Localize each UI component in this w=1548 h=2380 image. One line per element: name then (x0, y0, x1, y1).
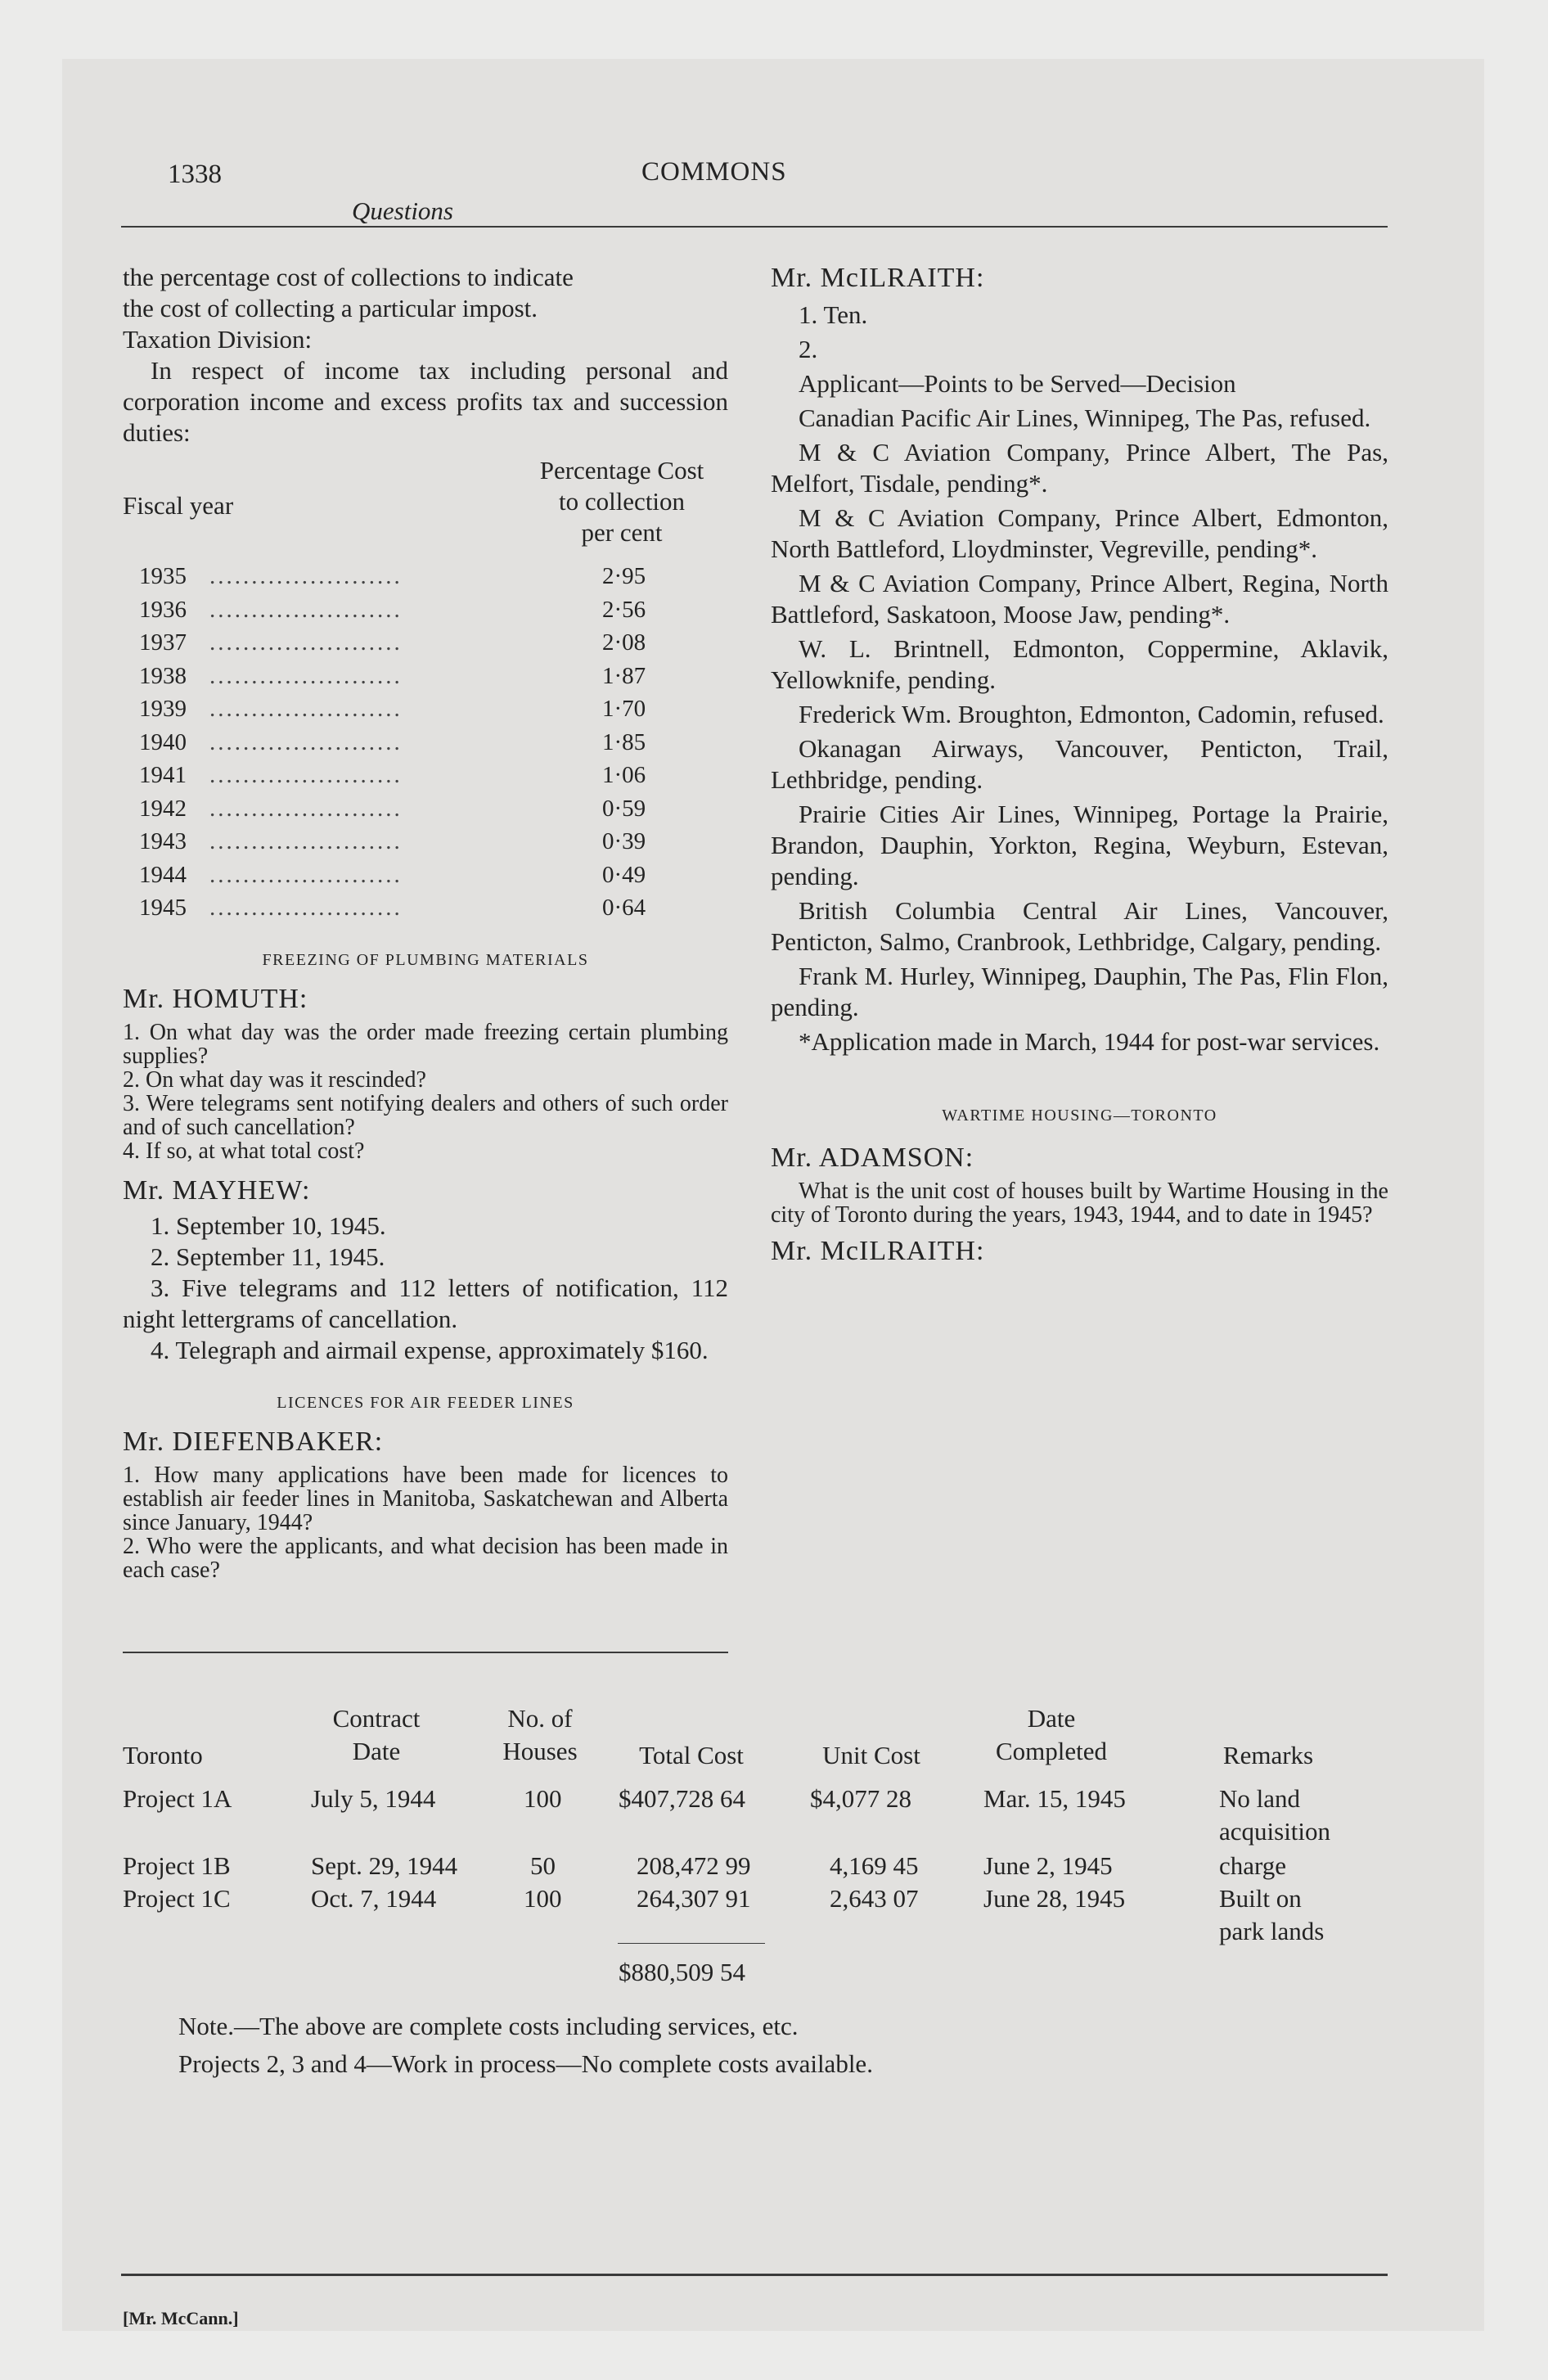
cell-total-cost: $407,728 64 (619, 1784, 745, 1813)
cell-project: Project 1C (123, 1884, 231, 1913)
remark-line: acquisition (1219, 1817, 1331, 1846)
left-column (123, 262, 728, 1582)
cell-total-cost: 264,307 91 (637, 1884, 751, 1913)
leader-dots: ....................... (209, 828, 403, 854)
fiscal-year: 1944 (139, 861, 187, 888)
cell-unit-cost: $4,077 28 (810, 1784, 911, 1813)
footer-attribution: [Mr. McCann.] (123, 2308, 239, 2328)
percentage-value: 0·49 (602, 861, 646, 888)
header-houses (483, 1702, 597, 1768)
header-line: Date (1027, 1704, 1076, 1733)
grand-total: $880,509 54 (619, 1958, 745, 1986)
intro-line-2: the cost of collecting a particular impost. (123, 294, 538, 322)
percentage-value: 1·70 (602, 696, 646, 722)
fiscal-year: 1938 (139, 662, 187, 689)
fiscal-year: 1939 (139, 696, 187, 722)
header-date-completed (974, 1702, 1129, 1768)
question-item: 1. How many applications have been made for licences to establish air feeder lines in Manitoba, Saskatchewan and Alberta since January, 1944? (123, 1462, 728, 1535)
header-toronto: Toronto (123, 1741, 203, 1769)
cell-houses: 100 (524, 1884, 562, 1913)
leader-dots: ....................... (209, 696, 403, 722)
question-item: 4. If so, at what total cost? (123, 1138, 365, 1164)
percentage-value: 2·08 (602, 629, 646, 656)
percentage-value: 1·85 (602, 728, 646, 755)
percentage-table (123, 563, 728, 928)
applicant-entry: M & C Aviation Company, Prince Albert, Regina, North Battleford, Saskatoon, Moose Jaw, pending*. (771, 569, 1388, 629)
fiscal-year-header: Fiscal year (123, 491, 234, 520)
pct-header-line-2: to collection (558, 487, 686, 516)
percentage-value: 1·06 (602, 762, 646, 788)
header-line: Contract (332, 1704, 421, 1733)
leader-dots: ....................... (209, 563, 403, 589)
question-text: What is the unit cost of houses built by Wartime Housing in the city of Toronto during the years, 1943, 1944, and to date in 1945? (771, 1179, 1388, 1228)
cell-project: Project 1A (123, 1784, 232, 1813)
fiscal-year: 1940 (139, 728, 187, 755)
percentage-value: 1·87 (602, 662, 646, 689)
answer-item: 2. (799, 335, 818, 363)
applicant-entry: M & C Aviation Company, Prince Albert, The Pas, Melfort, Tisdale, pending*. (771, 438, 1388, 498)
table-row (123, 895, 728, 928)
applicant-entry: British Columbia Central Air Lines, Vancouver, Penticton, Salmo, Cranbrook, Lethbridge, Calgary, pending. (771, 896, 1388, 956)
applicant-entry: W. L. Brintnell, Edmonton, Coppermine, Aklavik, Yellowknife, pending. (771, 634, 1388, 694)
section-subtitle: Questions (352, 196, 453, 225)
table-row (123, 796, 728, 829)
footer-rule (121, 2274, 1388, 2276)
cell-houses: 50 (530, 1851, 556, 1880)
percentage-value: 2·95 (602, 563, 646, 589)
question-item: 2. On what day was it rescinded? (123, 1066, 426, 1093)
header-rule (121, 226, 1388, 228)
percentage-table-header (123, 449, 728, 563)
applicant-heading: Applicant—Points to be Served—Decision (799, 369, 1236, 398)
cell-contract-date: Sept. 29, 1944 (311, 1851, 458, 1880)
speaker-mcilraith: Mr. McILRAITH: (771, 1236, 985, 1266)
table-row (123, 729, 728, 763)
header-unit-cost: Unit Cost (822, 1741, 920, 1769)
income-tax-paragraph: In respect of income tax including personal and corporation income and excess profits tax and succession duties: (123, 356, 728, 447)
cell-date-completed: June 28, 1945 (983, 1884, 1126, 1913)
answer-item: 2. September 11, 1945. (151, 1242, 385, 1271)
answer-item: 4. Telegraph and airmail expense, approximately $160. (151, 1335, 709, 1364)
table-row (123, 828, 728, 862)
table-row (123, 563, 728, 597)
section-heading-freezing: FREEZING OF PLUMBING MATERIALS (262, 950, 589, 969)
leader-dots: ....................... (209, 895, 403, 921)
leader-dots: ....................... (209, 662, 403, 689)
cell-contract-date: July 5, 1944 (311, 1784, 436, 1813)
header-remarks: Remarks (1222, 1741, 1314, 1769)
section-heading-licences: LICENCES FOR AIR FEEDER LINES (277, 1393, 574, 1412)
header-line: Houses (502, 1737, 578, 1765)
applicant-entry: Frederick Wm. Broughton, Edmonton, Cadomin, refused. (799, 700, 1384, 728)
applicant-entry: M & C Aviation Company, Prince Albert, Edmonton, North Battleford, Lloydminster, Vegreville, pending*. (771, 503, 1388, 563)
fiscal-year: 1943 (139, 828, 187, 854)
speaker-mcilraith: Mr. McILRAITH: (771, 263, 985, 293)
percentage-value: 0·64 (602, 895, 646, 921)
speaker-homuth: Mr. HOMUTH: (123, 983, 308, 1014)
total-rule (618, 1943, 765, 1944)
table-note: Note.—The above are complete costs including services, etc. (178, 2012, 799, 2040)
leader-dots: ....................... (209, 728, 403, 755)
fiscal-year: 1935 (139, 563, 187, 589)
table-row (123, 597, 728, 630)
cell-date-completed: Mar. 15, 1945 (983, 1784, 1126, 1813)
table-row (123, 696, 728, 729)
table-row (123, 762, 728, 796)
leader-dots: ....................... (209, 596, 403, 623)
pct-header-line-1: Percentage Cost (539, 456, 704, 485)
percentage-value: 0·39 (602, 828, 646, 854)
percentage-value: 0·59 (602, 795, 646, 822)
answer-item: 3. Five telegrams and 112 letters of notification, 112 night lettergrams of cancellation. (123, 1273, 728, 1333)
table-row (123, 663, 728, 696)
speaker-diefenbaker: Mr. DIEFENBAKER: (123, 1426, 384, 1457)
section-heading-housing: WARTIME HOUSING—TORONTO (942, 1107, 1217, 1125)
remark-line: charge (1219, 1851, 1287, 1880)
fiscal-year: 1937 (139, 629, 187, 656)
answer-item: 1. September 10, 1945. (151, 1210, 386, 1240)
fiscal-year: 1945 (139, 895, 187, 921)
leader-dots: ....................... (209, 629, 403, 656)
cell-project: Project 1B (123, 1851, 231, 1880)
remark-line: No land (1219, 1784, 1301, 1813)
speaker-mayhew: Mr. MAYHEW: (123, 1174, 311, 1206)
page-title: COMMONS (641, 157, 787, 187)
fiscal-year: 1941 (139, 762, 187, 788)
table-row (123, 862, 728, 895)
remark-line: Built on (1219, 1884, 1302, 1913)
percentage-value: 2·56 (602, 596, 646, 623)
intro-line-1: the percentage cost of collections to indicate (123, 263, 574, 291)
percentage-cost-header (515, 455, 728, 548)
applicant-entry: Frank M. Hurley, Winnipeg, Dauphin, The Pas, Flin Flon, pending. (771, 962, 1388, 1021)
table-row (123, 629, 728, 663)
cell-unit-cost: 4,169 45 (830, 1851, 919, 1880)
column-end-rule (123, 1652, 728, 1653)
question-item: 1. On what day was the order made freezing certain plumbing supplies? (123, 1019, 728, 1069)
leader-dots: ....................... (209, 795, 403, 822)
header-total-cost: Total Cost (639, 1741, 744, 1769)
header-line: Date (352, 1737, 401, 1765)
cell-unit-cost: 2,643 07 (830, 1884, 919, 1913)
leader-dots: ....................... (209, 762, 403, 788)
applicant-entry: Canadian Pacific Air Lines, Winnipeg, The Pas, refused. (799, 403, 1371, 432)
cell-contract-date: Oct. 7, 1944 (311, 1884, 437, 1913)
speaker-adamson: Mr. ADAMSON: (771, 1143, 974, 1173)
header-line: No. of (507, 1704, 573, 1733)
applicant-entry: Okanagan Airways, Vancouver, Penticton, Trail, Lethbridge, pending. (771, 734, 1388, 794)
footnote: *Application made in March, 1944 for post-war services. (799, 1027, 1380, 1056)
question-item: 3. Were telegrams sent notifying dealers and others of such order and of such cancellation? (123, 1090, 728, 1140)
header-line: Completed (995, 1737, 1108, 1765)
pct-header-line-3: per cent (581, 518, 663, 547)
answer-item: 1. Ten. (799, 300, 868, 329)
question-item: 2. Who were the applicants, and what decision has been made in each case? (123, 1533, 728, 1583)
projects-note: Projects 2, 3 and 4—Work in process—No complete costs available. (178, 2049, 873, 2078)
right-column (771, 262, 1388, 1268)
cell-houses: 100 (524, 1784, 562, 1813)
taxation-division: Taxation Division: (123, 325, 313, 354)
applicant-entry: Prairie Cities Air Lines, Winnipeg, Portage la Prairie, Brandon, Dauphin, Yorkton, Regina, Weyburn, Estevan, pending. (771, 800, 1388, 890)
fiscal-year: 1936 (139, 596, 187, 623)
leader-dots: ....................... (209, 861, 403, 888)
header-contract-date (303, 1702, 450, 1768)
fiscal-year: 1942 (139, 795, 187, 822)
remark-line: park lands (1219, 1917, 1325, 1945)
cell-date-completed: June 2, 1945 (983, 1851, 1113, 1880)
cell-total-cost: 208,472 99 (637, 1851, 751, 1880)
page-number: 1338 (168, 160, 222, 189)
